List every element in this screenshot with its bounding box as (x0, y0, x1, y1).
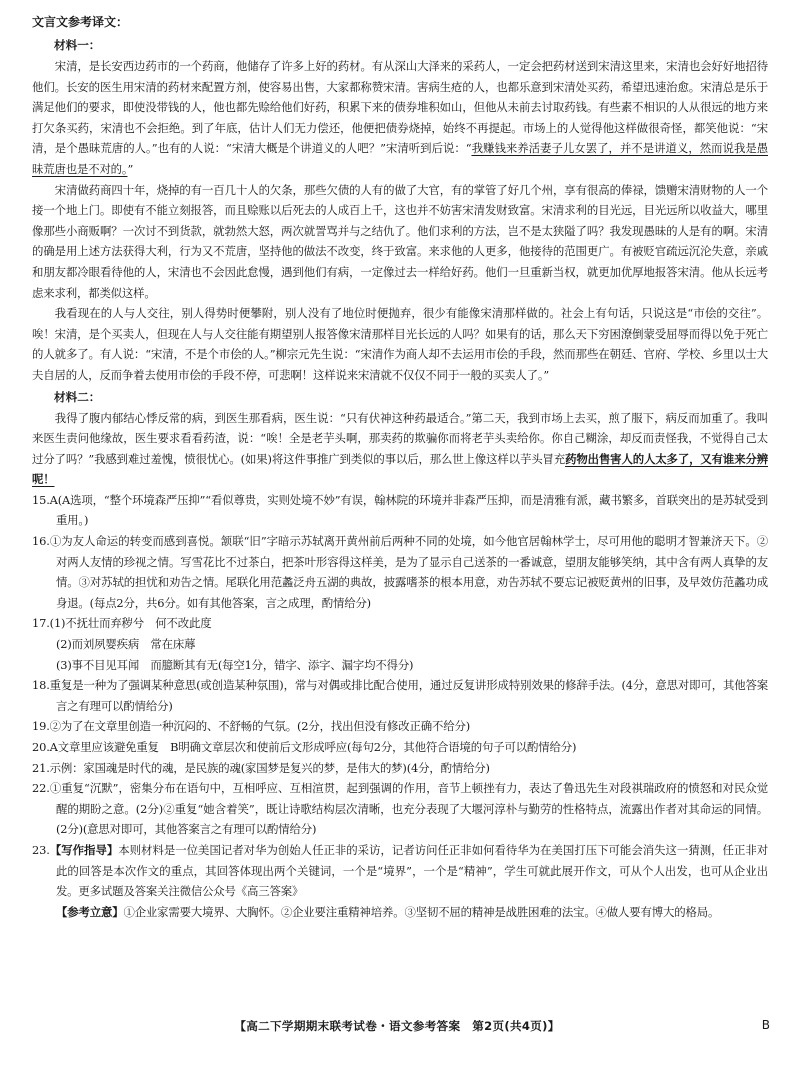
reference-ideas-text: ①企业家需要大境界、大胸怀。②企业要注重精神培养。③坚韧不屈的精神是战胜困难的法宝。④做人要有博大的格局。 (123, 904, 720, 919)
material1-label: 材料一： (54, 38, 101, 52)
answer-19: 19.②为了在文章里创造一种沉闷的、不舒畅的气氛。(2分，找出但没有修改正确不给分) (32, 719, 471, 734)
material1-p1-text: 宋清，是长安西边药市的一个药商，他储存了许多上好的药材。有从深山大泽来的采药人，一定会把药材送到宋清这里来，宋清也会好好地招待他们。长安的医生用宋清的药材来配置方剂，使容易出售，大家都称赞宋清。害病生疮的人，也都乐意到宋清处买药，希望迅速治愈。宋清总是乐于满足他们的要求，即使没带钱的人，他也都先赊给他们好药，积累下来的债券堆积如山，但他从未前去讨取药钱。有些素不相识的人从很远的地方来打欠条买药，宋清也不会拒绝。到了年底，估计人们无力偿还，他便把债券烧掉，始终不再提起。市场上的人觉得他这样做很奇怪，都笑他说：“宋清，是个愚昧荒唐的人。”也有的人说：“宋清大概是个讲道义的人吧？”宋清听到后说：“ (32, 59, 768, 156)
answer-23: 23.【写作指导】本则材料是一位美国记者对华为创始人任正非的采访，记者访问任正非如何看待华为在美国打压下可能会消失这一猜测，任正非对此的回答是本次作文的重点，其回答体现出两个关键词，一个是“境界”，一个是“精神”，学生可就此展开作文，可从个人出发，也可从企业出发。更多试题及答案关注微信公众号《高三答案》 (32, 842, 768, 899)
material1-paragraph1 (32, 56, 768, 180)
material2-paragraph1 (32, 408, 768, 490)
answer-22: 22.①重复“沉默”，密集分布在语句中，互相呼应、互相渲贯，起到强调的作用，音节上顿挫有力，表达了鲁迅先生对段祺瑞政府的愤怒和对民众觉醒的期盼之意。(2分)②重复“她含着笑”，既让诗歌结构层次清晰，也充分表现了大堰河淳朴与勤劳的性格特点，流露出作者对其命运的同情。(2分)(意思对即可，其他答案言之有理可以酌情给分) (32, 781, 768, 837)
reference-ideas-tag: 【参考立意】 (56, 904, 124, 919)
answer-17-line2: (2)而刘夙婴疾病 常在床蓐 (56, 637, 196, 652)
answer-15: 15.A(A选项，“整个环境森严压抑”“看似尊贵，实则处境不妙”有误，翰林院的环境并非森严压抑，而是清雅有派，藏书繁多，首联突出的是苏轼受到重用。) (32, 492, 768, 528)
page-footer: 【高二下学期期末联考试卷・语文参考答案 第2页(共4页)】 (234, 1019, 560, 1033)
material1-p1-close: ” (127, 161, 134, 176)
answer-document (32, 10, 768, 922)
material1-paragraph2: 宋清做药商四十年，烧掉的有一百几十人的欠条，那些欠债的人有的做了大官，有的掌管了好几个州，享有很高的俸禄，馈赠宋清财物的人一个接一个地上门。即使有不能立刻报答，而且赊账以后死去的人成百上千，这也并不妨害宋清发财致富。宋清求利的目光远，目光远所以收益大，哪里像那些小商贩啊？一次讨不到货款，就勃然大怒，两次就詈骂并与之结仇了。他们求利的方法，岂不是太狭隘了吗？我发现愚昧的人是有的啊。宋清的确是用上述方法获得大利，行为又不荒唐，坚持他的做法不改变，终于致富。来求他的人更多，他接待的范围更广。有被贬官疏远沉沦失意，亲戚和朋友都冷眼看待他的人，宋清也不会因此怠慢，遇到他们有病，一定像过去一样给好药。他们一旦重新当权，就更加优厚地报答宋清。他从长远考虑来求利，都类似这样。 (32, 182, 768, 300)
answer-17-line1: 17.(1)不抚壮而弃秽兮 何不改此度 (32, 616, 212, 631)
material2-label: 材料二： (54, 389, 101, 404)
material2-p1-text: 我得了腹内郁结心悸反常的病，到医生那看病，医生说：“只有伏神这种药最适合。”第二天，我到市场上去买，煎了服下，病反而加重了。我叫来医生责问他缘故，医生要求看看药渣，说：“唉！全是老芋头啊，那卖药的欺骗你而将老芋头卖给你。你自己糊涂，却反而责怪我，不觉得自己太过分了吗？”我感到难过羞愧，愤很忧心。(如果)将这件事推广到类似的事以后，那么世上像这样以芋头冒充 (32, 410, 768, 466)
version-letter: B (761, 1018, 770, 1032)
answer-17-line3: (3)事不目见耳闻 而臆断其有无(每空1分，错字、添字、漏字均不得分) (56, 657, 414, 672)
material1-p1-underlined: 我赚钱来养活妻子儿女罢了，并不是讲道义，然而说我是愚昧荒唐也是不对的。 (32, 141, 768, 176)
material1-paragraph3: 我看现在的人与人交往，别人得势时便攀附，别人没有了地位时便抛弃，很少有能像宋清那样做的。社会上有句话，只说这是“市侩的交往”。唉！宋清，是个买卖人，但现在人与人交往能有期望别人报答像宋清那样目光长远的人吗？如果有的话，那么天下穷困潦倒蒙受屈辱而得以免于死亡的人就多了。有人说：“宋清，不是个市侩的人。”柳宗元先生说：“宋清作为商人却不去运用市侩的手段，然而那些在朝廷、官府、学校、乡里以士大夫自居的人，反而争着去使用市侩的手段不停，可悲啊！这样说来宋清就不仅仅不同于一般的买卖人了。” (32, 306, 768, 382)
reference-ideas (32, 902, 768, 923)
writing-guide-text: 本则材料是一位美国记者对华为创始人任正非的采访，记者访问任正非如何看待华为在美国打压下可能会消失这一猜测，任正非对此的回答是本次作文的重点，其回答体现出两个关键词，一个是“境界”，一个是“精神”，学生可就此展开作文，可从个人出发，也可从企业出发。更多试题及答案关注微信公众号《高三答案》 (55, 842, 768, 899)
answer-16: 16.①为友人命运的转变而感到喜悦。颔联“旧”字暗示苏轼离开黄州前后两种不同的处境，如今他官居翰林学士，尽可用他的聪明才智兼济天下。②对两人友情的珍视之情。写雪花比不过茶白，把茶叶形容得这样美，是为了显示自己送茶的一番诚意，望朋友能够笑纳，其中含有两人真挚的友情。③对苏轼的担忧和劝告之情。尾联化用范蠡泛舟五湖的典故，披露嗜茶的根本用意，劝告苏轼不要忘记被贬黄州的旧事，及早效仿范蠡功成身退。(每点2分，共6分。如有其他答案，言之成理，酌情给分) (32, 534, 768, 610)
answer-18: 18.重复是一种为了强调某种意思(或创造某种氛围)，常与对偶或排比配合使用，通过反复讲形成特别效果的修辞手法。(4分，意思对即可，其他答案言之有理可以酌情给分) (32, 678, 768, 713)
section-heading: 文言文参考译文： (32, 15, 129, 29)
answer-21: 21.示例：家国魂是时代的魂，是民族的魂(家国梦是复兴的梦，是伟大的梦)(4分，酌情给分) (32, 760, 490, 775)
answer-20: 20.A文章里应该避免重复 B明确文章层次和使前后文形成呼应(每句2分，其他符合语境的句子可以酌情给分) (32, 740, 577, 754)
material2-p1-underlined: 药物出售害人的人太多了，又有谁来分辨呢！ (32, 451, 768, 487)
writing-guide-tag: 【写作指导】 (49, 842, 119, 857)
